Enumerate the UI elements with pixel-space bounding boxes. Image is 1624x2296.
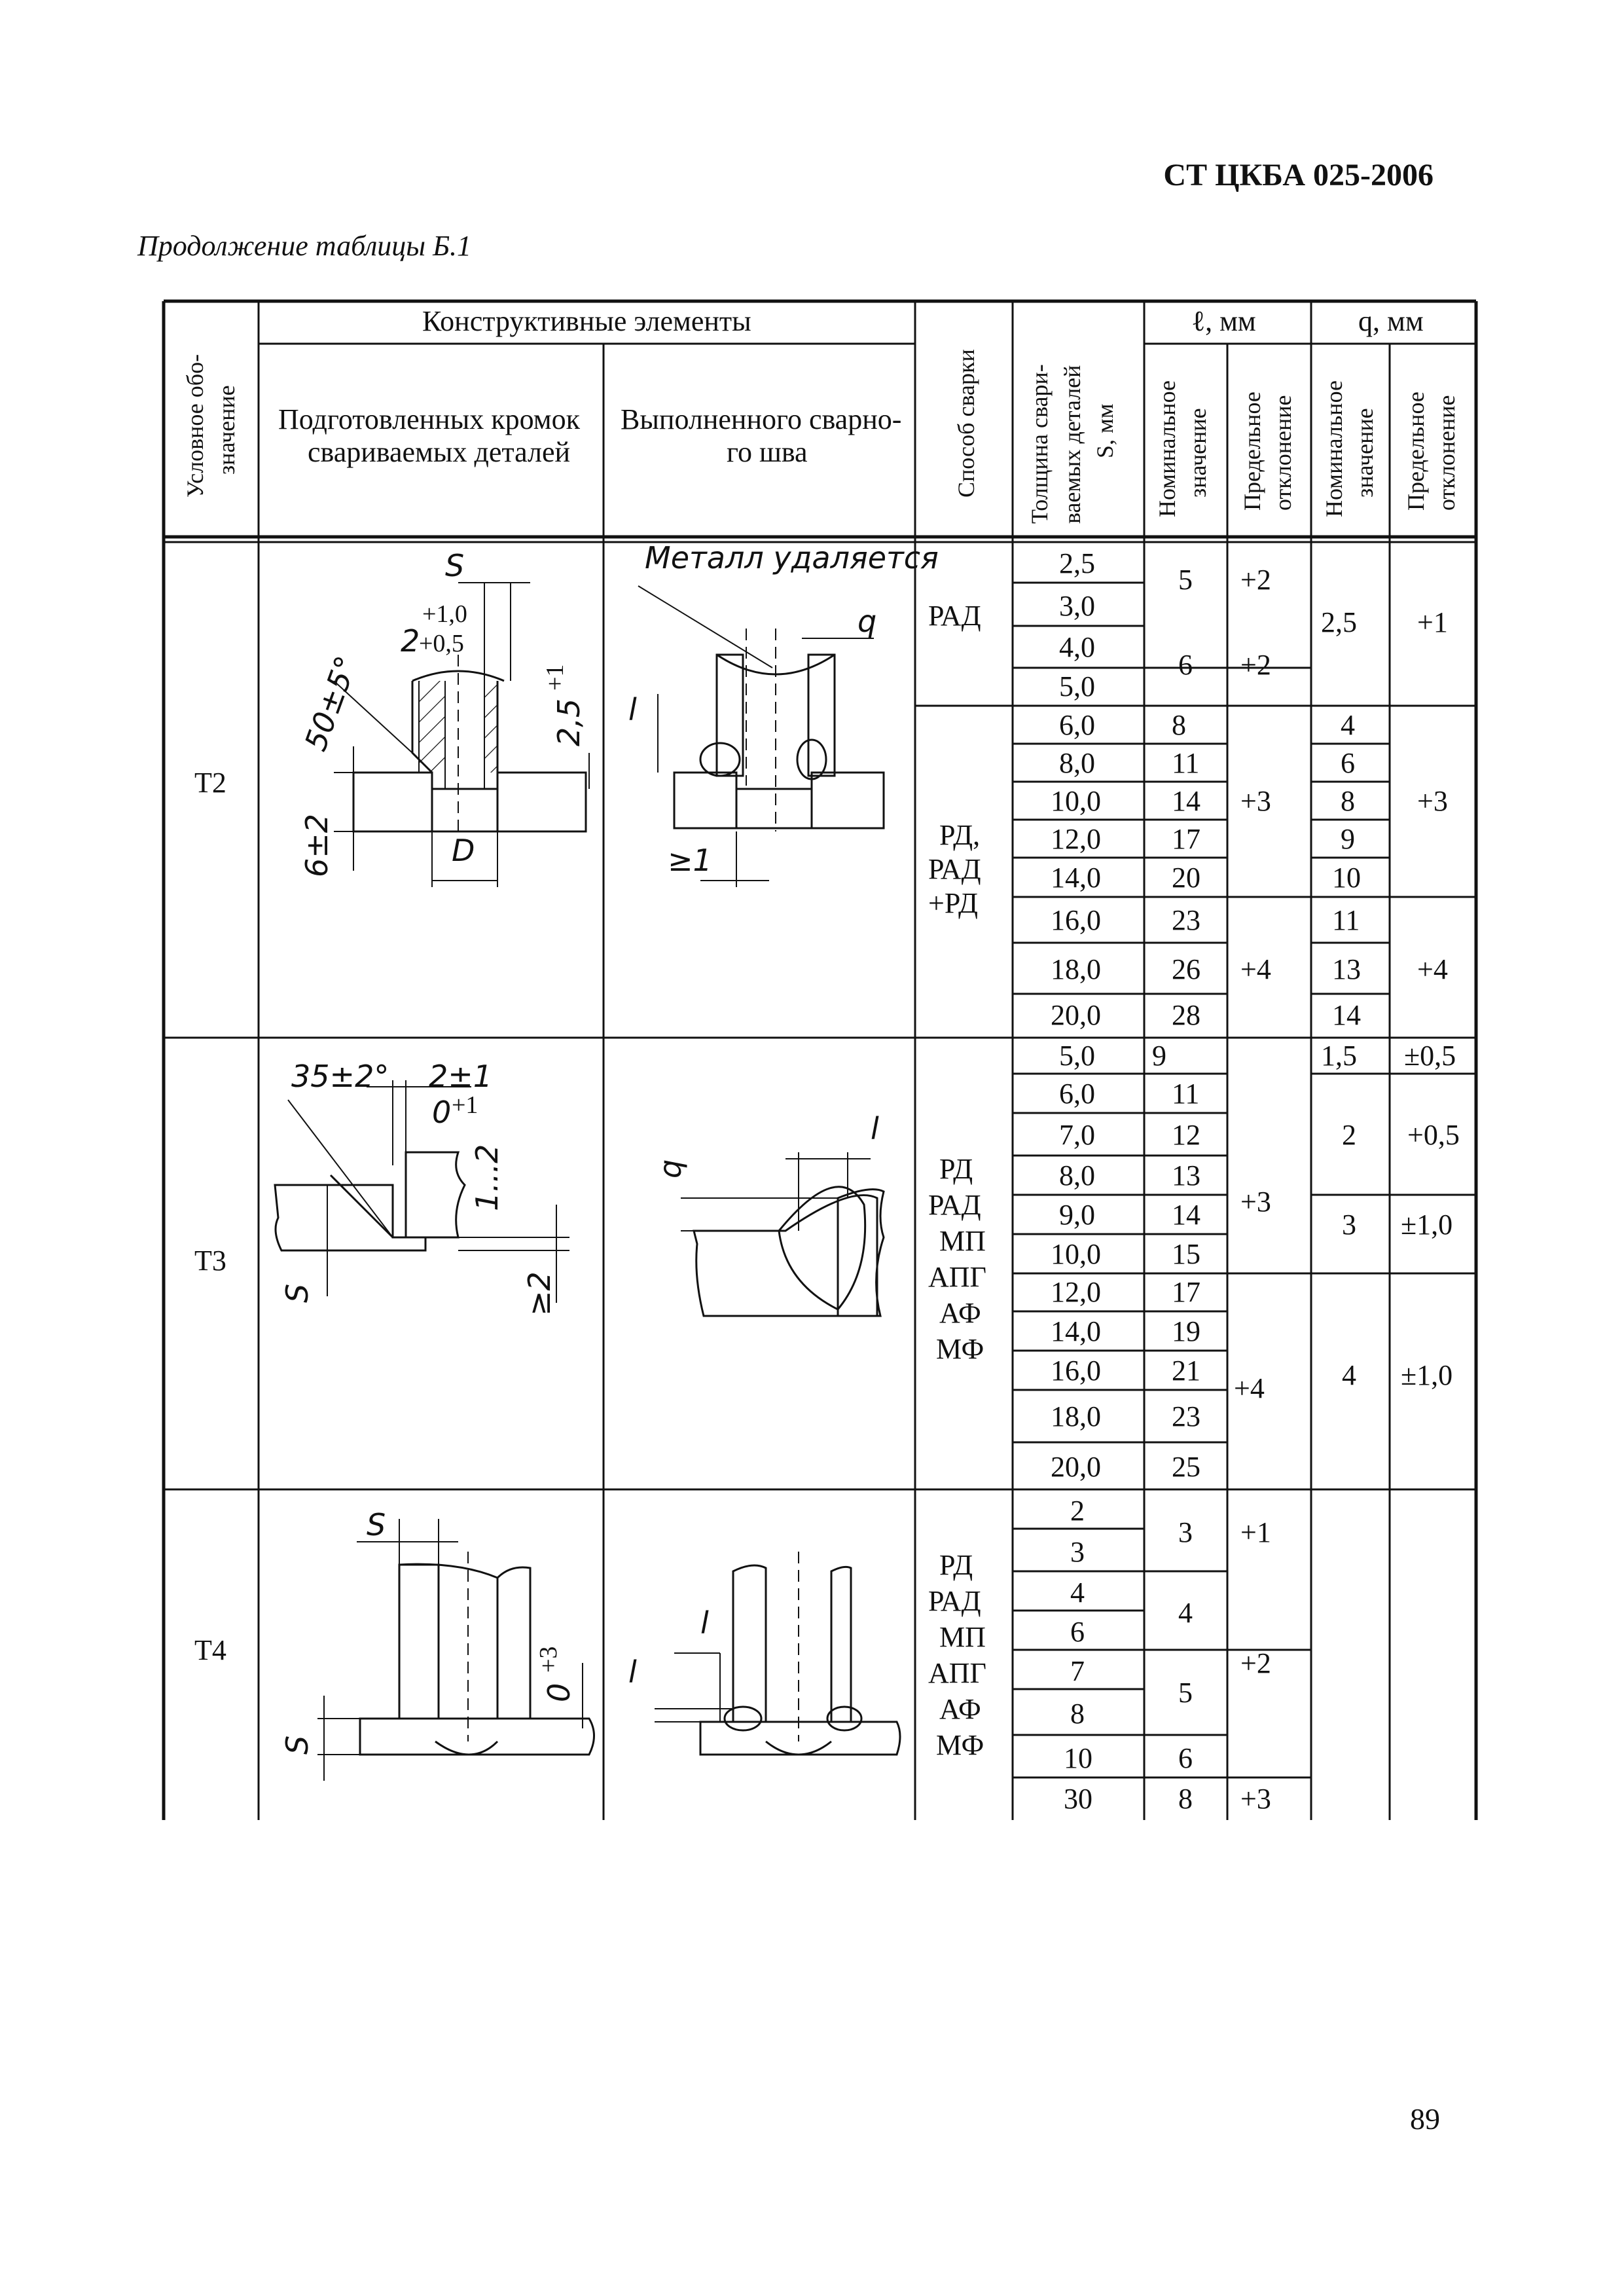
t3-l-nom: 21	[1172, 1355, 1200, 1387]
t3-weld-drawing	[653, 1111, 884, 1316]
t4-method: РАД	[928, 1585, 981, 1617]
t2-thk: 4,0	[1059, 631, 1095, 663]
t3-q-lim: +0,5	[1407, 1119, 1460, 1151]
t2-method-b2: РАД	[928, 853, 981, 885]
t2-l-lim: +4	[1240, 953, 1271, 985]
header-l-limit-1: Предельное	[1239, 392, 1265, 511]
t3-method: РАД	[928, 1189, 981, 1221]
t3-l-nom: 19	[1172, 1315, 1200, 1347]
t4-thk: 3	[1070, 1536, 1085, 1568]
t4-method: МП	[939, 1621, 986, 1653]
t4-methods	[928, 1549, 986, 1761]
t3-thk: 7,0	[1059, 1119, 1095, 1151]
t4-l-nom: 8	[1178, 1783, 1193, 1815]
t2-q-nom: 2,5	[1321, 606, 1357, 638]
header-thickness-2: ваемых деталей	[1059, 365, 1085, 524]
t2-weld-metal-removed: Металл удаляется	[645, 540, 939, 575]
t2-l-nom: 11	[1172, 747, 1200, 779]
t3-method: АПГ	[928, 1261, 986, 1293]
t3-method: РД	[939, 1153, 973, 1185]
t2-thk: 5,0	[1059, 670, 1095, 702]
t3-q-lim: ±1,0	[1401, 1209, 1453, 1241]
t3-l-nom: 13	[1172, 1159, 1200, 1192]
t2-thk: 10,0	[1051, 785, 1101, 817]
t2-dim-gap: 2	[401, 623, 420, 659]
t3-l-nom: 15	[1172, 1238, 1200, 1270]
t2-weld-ge1: ≥1	[668, 843, 712, 878]
t2-thk: 16,0	[1051, 904, 1101, 936]
t3-thk: 10,0	[1051, 1238, 1101, 1270]
t4-thk: 7	[1070, 1655, 1085, 1687]
t2-l-nom: 14	[1172, 785, 1200, 817]
t4-method: РД	[939, 1549, 973, 1581]
t2-q-nom: 4	[1341, 709, 1355, 741]
t2-designation: Т2	[194, 767, 226, 799]
t3-designation: Т3	[194, 1245, 226, 1277]
header-q-nominal-1: Номинальное	[1321, 380, 1347, 517]
t2-l-nom: 26	[1172, 953, 1200, 985]
t3-q-nom: 1,5	[1321, 1040, 1357, 1072]
t4-thk: 10	[1064, 1742, 1092, 1774]
t2-q-nom: 13	[1332, 953, 1361, 985]
t2-dim-d: D	[452, 833, 475, 868]
t2-q-nom: 10	[1332, 862, 1361, 894]
t3-l-nom: 14	[1172, 1199, 1200, 1231]
header-thickness-1: Толщина свари-	[1026, 364, 1053, 524]
t2-prepared-drawing	[298, 548, 589, 887]
t4-dim-zero-sup: +3	[535, 1646, 562, 1673]
t4-thk: 8	[1070, 1698, 1085, 1730]
t4-method: АФ	[939, 1693, 981, 1725]
t3-weld-l: l	[871, 1111, 879, 1146]
t3-thk: 18,0	[1051, 1400, 1101, 1432]
t2-dim-land: 6±2	[299, 813, 334, 877]
t3-q-lim: ±1,0	[1401, 1359, 1453, 1391]
t3-l-nominal-column	[1152, 1040, 1200, 1483]
t2-thickness-column	[1051, 547, 1101, 1031]
t3-thk: 12,0	[1051, 1276, 1101, 1308]
t4-prepared-drawing	[280, 1507, 594, 1781]
header-thickness-3: S, мм	[1092, 403, 1118, 458]
t2-thk: 18,0	[1051, 953, 1101, 985]
t3-q-nom: 2	[1342, 1119, 1356, 1151]
t3-weld-q: q	[653, 1159, 688, 1178]
header-l-nominal-1: Номинальное	[1154, 380, 1180, 517]
page-number: 89	[1410, 2102, 1440, 2136]
t2-l-lim: +3	[1240, 785, 1271, 817]
t3-l-nom: 17	[1172, 1276, 1200, 1308]
t3-l-nom: 25	[1172, 1451, 1200, 1483]
t4-dim-zero: 0	[541, 1683, 577, 1702]
t2-thk: 12,0	[1051, 823, 1101, 855]
t2-q-nom: 9	[1341, 823, 1355, 855]
t3-dim-s: S	[280, 1283, 315, 1303]
t4-weld-drawing	[628, 1552, 900, 1755]
header-weld-1: Выполненного сварно-	[621, 403, 902, 435]
t3-thk: 14,0	[1051, 1315, 1101, 1347]
t2-method-b3: +РД	[928, 887, 978, 919]
t2-q-nom: 11	[1332, 904, 1360, 936]
header-q-mm: q, мм	[1358, 305, 1424, 337]
t3-dim-zero-sup: +1	[452, 1091, 478, 1119]
t2-dim-gap-up: +1,0	[422, 600, 467, 628]
document-code: СТ ЦКБА 025-2006	[1163, 158, 1434, 192]
t3-q-nom: 4	[1342, 1359, 1356, 1391]
t2-l-nom: 17	[1172, 823, 1200, 855]
t2-weld-drawing	[628, 540, 939, 887]
t3-thickness-column	[1051, 1040, 1101, 1483]
t3-l-nom: 12	[1172, 1119, 1200, 1151]
t4-method: МФ	[936, 1729, 984, 1761]
t3-dim-angle: 35±2°	[291, 1059, 389, 1094]
t4-l-lim: +2	[1240, 1647, 1271, 1679]
t2-q-lim: +1	[1417, 606, 1448, 638]
t3-l-lim: +3	[1240, 1186, 1271, 1218]
t2-method-a: РАД	[928, 600, 981, 632]
t3-thk: 5,0	[1059, 1040, 1095, 1072]
t3-l-lim: +4	[1234, 1372, 1265, 1404]
t2-l-limit-column	[1240, 564, 1271, 985]
t4-l-nom: 6	[1178, 1742, 1193, 1774]
t2-l-nom: 28	[1172, 999, 1200, 1031]
t4-thickness-column	[1064, 1495, 1092, 1815]
t2-q-lim: +3	[1417, 785, 1448, 817]
t3-method: МП	[939, 1225, 986, 1257]
t2-q-limit-column	[1417, 606, 1448, 985]
header-q-limit-1: Предельное	[1403, 392, 1429, 511]
t2-l-nom: 5	[1178, 564, 1193, 596]
t2-dim-angle: 50±5°	[297, 651, 365, 756]
t2-thk: 3,0	[1059, 590, 1095, 622]
t2-l-nom: 23	[1172, 904, 1200, 936]
t3-l-limit-column	[1234, 1186, 1271, 1404]
t4-dim-s: S	[367, 1507, 386, 1542]
t2-l-lim: +2	[1240, 564, 1271, 596]
t2-thk: 20,0	[1051, 999, 1101, 1031]
t3-thk: 8,0	[1059, 1159, 1095, 1192]
t4-l-lim: +3	[1240, 1783, 1271, 1815]
t2-thk: 8,0	[1059, 747, 1095, 779]
t3-thk: 20,0	[1051, 1451, 1101, 1483]
t3-dim-root: 1...2	[469, 1144, 505, 1211]
t4-thk: 4	[1070, 1576, 1085, 1609]
t4-l-lim: +1	[1240, 1516, 1271, 1548]
header-construct-elements: Конструктивные элементы	[422, 305, 751, 337]
t3-methods	[928, 1153, 986, 1365]
t3-method: АФ	[939, 1297, 981, 1329]
t3-l-nom: 23	[1172, 1400, 1200, 1432]
t2-thk: 6,0	[1059, 709, 1095, 741]
t2-l-nom: 20	[1172, 862, 1200, 894]
t3-q-nom: 3	[1342, 1209, 1356, 1241]
t4-l-nom: 3	[1178, 1516, 1193, 1548]
header-q-nominal-2: значение	[1352, 408, 1378, 498]
t4-method: АПГ	[928, 1657, 986, 1689]
t4-designation: Т4	[194, 1634, 226, 1666]
t2-thk: 14,0	[1051, 862, 1101, 894]
header-prepared-2: свариваемых деталей	[308, 436, 571, 468]
t3-q-lim: ±0,5	[1404, 1040, 1456, 1072]
t3-method: МФ	[936, 1333, 984, 1365]
t2-q-nom: 14	[1332, 999, 1361, 1031]
header-method: Способ сварки	[953, 349, 979, 498]
t3-thk: 9,0	[1059, 1199, 1095, 1231]
t3-dim-ge2: ≥2	[522, 1271, 557, 1316]
header-l-limit-2: отклонение	[1270, 395, 1296, 511]
t2-l-nom: 6	[1178, 649, 1193, 681]
t3-thk: 6,0	[1059, 1078, 1095, 1110]
t2-method-b1: РД,	[939, 819, 981, 851]
header-weld-2: го шва	[727, 436, 808, 468]
t2-l-nom: 8	[1172, 709, 1186, 741]
t3-prepared-drawing	[275, 1059, 569, 1316]
t4-l-nom: 5	[1178, 1677, 1193, 1709]
t2-weld-l: l	[628, 692, 637, 727]
t4-weld-l-top: l	[700, 1605, 709, 1641]
t3-dim-gap: 2±1	[429, 1059, 493, 1094]
t4-thk: 2	[1070, 1495, 1085, 1527]
t2-dim-height-sup: +1	[541, 664, 569, 691]
t2-l-lim: +2	[1240, 649, 1271, 681]
header-prepared-1: Подготовленных кромок	[278, 403, 581, 435]
t3-l-nom: 11	[1172, 1078, 1200, 1110]
t4-l-columns	[1178, 1516, 1271, 1815]
t4-thk: 6	[1070, 1616, 1085, 1648]
t2-dim-gap-low: +0,5	[419, 630, 464, 657]
header-q-limit-2: отклонение	[1434, 395, 1460, 511]
t2-dim-height: 2,5	[551, 698, 586, 746]
t2-q-nom: 8	[1341, 785, 1355, 817]
t4-dim-s-side: S	[280, 1735, 315, 1755]
t2-dim-s: S	[445, 548, 465, 583]
header-l-mm: ℓ, мм	[1191, 305, 1256, 337]
t2-weld-q: q	[857, 604, 877, 639]
header-l-nominal-2: значение	[1185, 408, 1211, 498]
table-continuation-caption: Продолжение таблицы Б.1	[137, 230, 472, 262]
t4-thk: 30	[1064, 1783, 1092, 1815]
t2-thk: 2,5	[1059, 547, 1095, 579]
header-designation-2: значение	[213, 385, 240, 475]
header-designation: Условное обо-	[182, 354, 208, 498]
t4-weld-l-side: l	[628, 1654, 637, 1690]
t2-q-lim: +4	[1417, 953, 1448, 985]
t4-l-nom: 4	[1178, 1597, 1193, 1629]
t2-l-nominal-column	[1172, 564, 1200, 1031]
t3-dim-zero: 0	[432, 1095, 452, 1130]
t3-l-nom: 9	[1152, 1040, 1166, 1072]
t3-thk: 16,0	[1051, 1355, 1101, 1387]
t2-q-nom: 6	[1341, 747, 1355, 779]
